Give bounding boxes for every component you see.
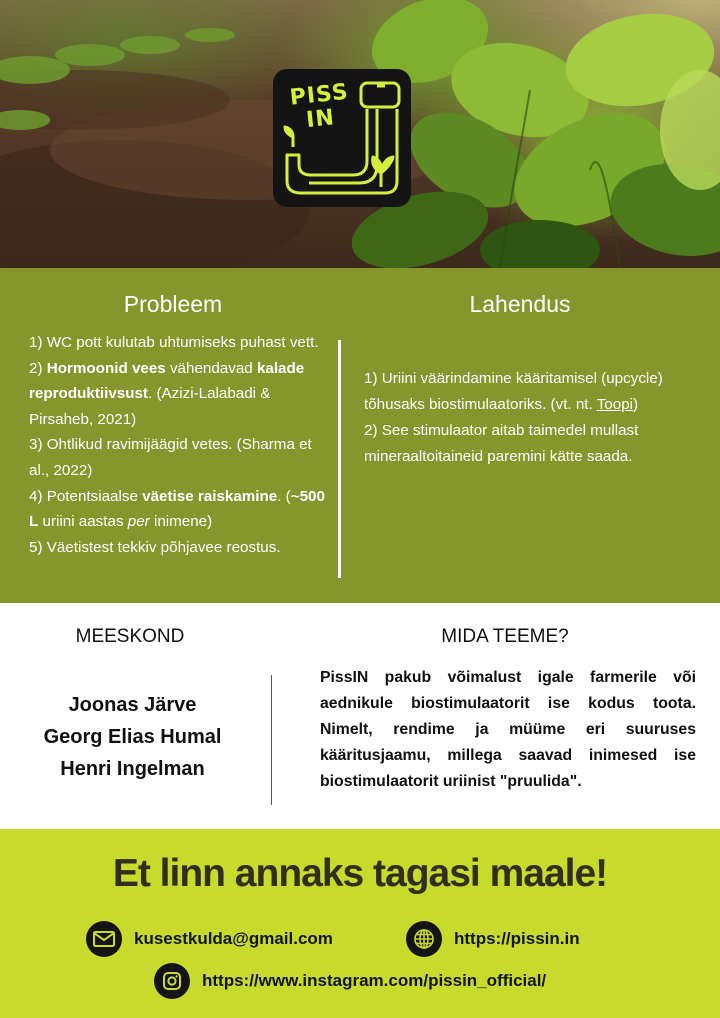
team-member: Henri Ingelman bbox=[60, 758, 205, 780]
hero-image bbox=[0, 0, 720, 268]
problem-item-text: Hormoonid vees bbox=[46, 359, 166, 377]
instagram-link[interactable]: https://www.instagram.com/pissin_official/ bbox=[202, 971, 547, 990]
problem-item-text: 4) Potentsiaalse bbox=[29, 487, 143, 505]
pissin-logo bbox=[273, 69, 411, 207]
team-member: Georg Elias Humal bbox=[43, 726, 222, 748]
problem-item bbox=[29, 330, 329, 356]
problem-item bbox=[29, 535, 329, 561]
problem-item-text: väetise raiskamine bbox=[142, 487, 278, 505]
problem-solution-section bbox=[0, 268, 720, 603]
what-we-do-title: MIDA TEEME? bbox=[441, 626, 569, 647]
logo-line2: IN bbox=[305, 105, 337, 134]
email-contact[interactable] bbox=[86, 921, 333, 957]
team-divider bbox=[271, 675, 272, 805]
solution-item-1 bbox=[364, 366, 704, 418]
website-link[interactable]: https://pissin.in bbox=[454, 929, 580, 948]
solution-item-1-text: 1) Uriini väärindamine kääritamisel (upcycle) tõhusaks biostimulaatoriks. (vt. nt. bbox=[364, 370, 663, 413]
envelope-icon bbox=[86, 921, 122, 957]
problem-title: Probleem bbox=[123, 291, 223, 317]
email-address[interactable]: kusestkulda@gmail.com bbox=[134, 929, 333, 948]
solution-text bbox=[364, 366, 704, 470]
problem-item-text: inimene) bbox=[149, 513, 213, 531]
instagram-icon bbox=[154, 963, 190, 999]
toopi-link[interactable]: Toopi bbox=[596, 396, 634, 413]
problem-item-text: kalade reproduktiivsust bbox=[29, 359, 305, 403]
instagram-contact[interactable] bbox=[154, 963, 546, 999]
logo-line1: PISS bbox=[288, 79, 350, 111]
problem-item-text: . ( bbox=[277, 487, 291, 505]
problem-list bbox=[29, 330, 329, 560]
solution-title: Lahendus bbox=[469, 291, 571, 317]
team-member: Joonas Järve bbox=[68, 694, 197, 716]
footer bbox=[0, 829, 720, 1018]
slogan: Et linn annaks tagasi maale! bbox=[112, 852, 608, 895]
team-members bbox=[20, 689, 245, 785]
website-contact[interactable] bbox=[406, 921, 580, 957]
section-divider bbox=[338, 340, 341, 578]
problem-item bbox=[29, 356, 329, 433]
problem-item-text: ~500 L bbox=[29, 487, 325, 531]
problem-item-text: 1) WC pott kulutab uhtumiseks puhast vett. bbox=[29, 334, 319, 351]
problem-item-text: 3) Ohtlikud ravimijäägid vetes. (Sharma et al., 2022) bbox=[29, 436, 312, 479]
problem-item-text: . (Azizi-Lalabadi & Pirsaheb, 2021) bbox=[29, 385, 271, 428]
team-title: MEESKOND bbox=[75, 626, 185, 647]
globe-icon bbox=[406, 921, 442, 957]
what-we-do-text: PissIN pakub võimalust igale farmerile või aednikule biostimulaatorit ise kodus toota. Nimelt, rendime ja müüme eri suuruses kääritusjaamu, millega saavad inimesed ise biostimulaatorit uriinist "pruulida". bbox=[320, 669, 696, 790]
problem-item-text: uriini aastas bbox=[38, 513, 128, 531]
problem-item bbox=[29, 484, 329, 535]
problem-item-text: per bbox=[127, 513, 150, 531]
problem-item-text: 5) Väetistest tekkiv põhjavee reostus. bbox=[29, 538, 281, 556]
logo-text bbox=[289, 79, 364, 134]
problem-item-text: 2) bbox=[29, 359, 47, 377]
solution-item-2: 2) See stimulaator aitab taimedel mullast mineraaltoitaineid paremini kätte saada. bbox=[364, 422, 639, 465]
problem-item-text: vähendavad bbox=[165, 359, 257, 377]
solution-item-1-close: ) bbox=[633, 396, 639, 413]
problem-item bbox=[29, 432, 329, 483]
